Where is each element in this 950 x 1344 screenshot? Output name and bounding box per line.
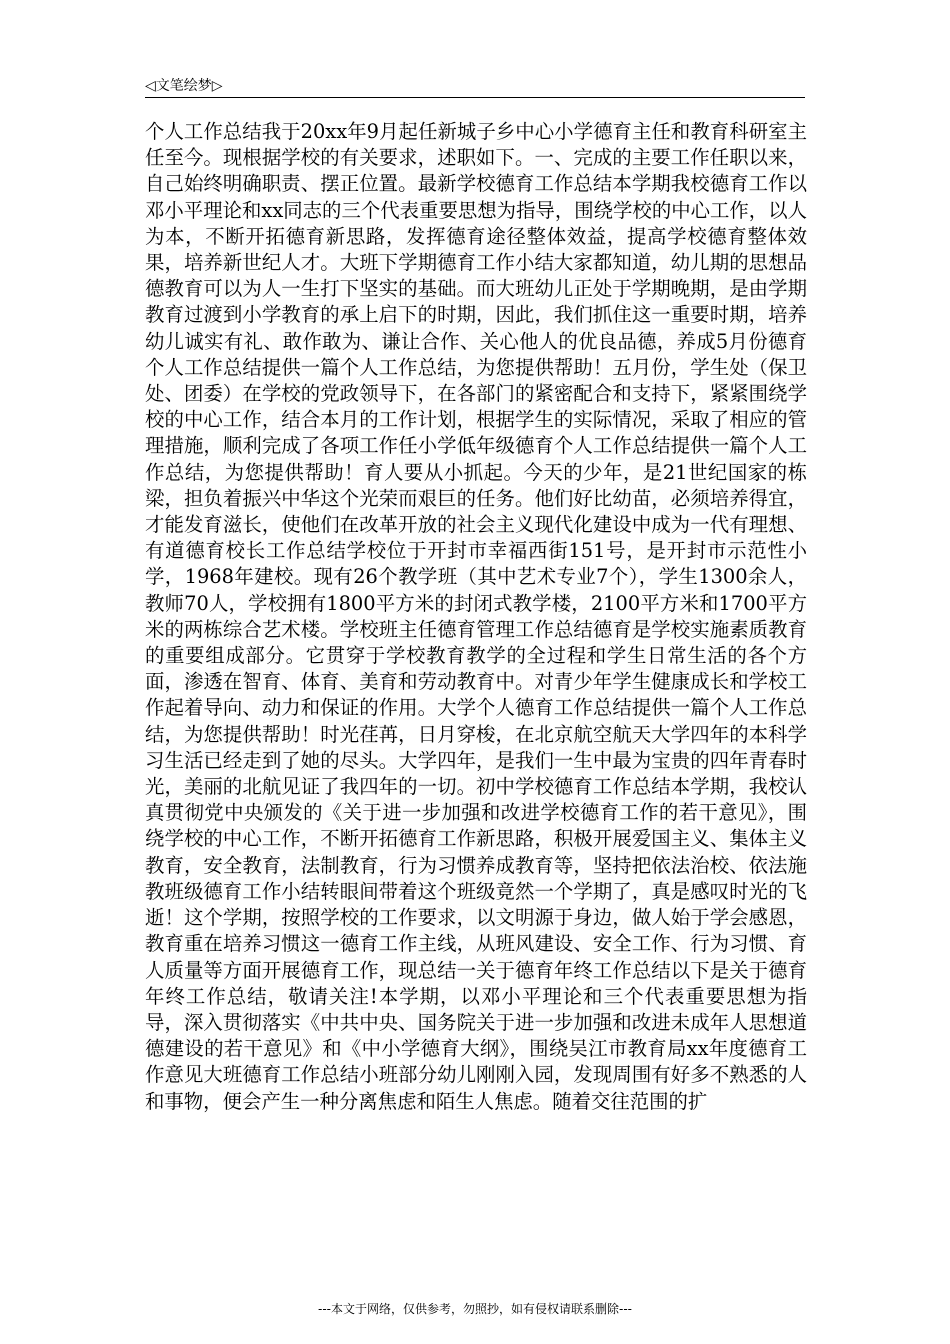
- document-footer-disclaimer: ---本文于网络，仅供参考，勿照抄，如有侵权请联系删除---: [318, 1302, 632, 1316]
- document-header: ◁文笔绘梦▷: [145, 78, 223, 94]
- document-body-text: 个人工作总结我于20xx年9月起任新城子乡中心小学德育主任和教育科研室主任至今。现根据学校的有关要求，述职如下。一、完成的主要工作任职以来，自己始终明确职责、摆正位置。最新学校德育工作总结本学期我校德育工作以邓小平理论和xx同志的三个代表重要思想为指导，围绕学校的中心工作，以人为本，不断开拓德育新思路，发挥德育途径整体效益，提高学校德育整体效果，培养新世纪人才。大班下学期德育工作小结大家都知道，幼儿期的思想品德教育可以为人一生打下坚实的基础。而大班幼儿正处于学期晚期，是由学期教育过渡到小学教育的承上启下的时期，因此，我们抓住这一重要时期，培养幼儿诚实有礼、敢作敢为、谦让合作、关心他人的优良品德，养成5月份德育个人工作总结提供一篇个人工作总结，为您提供帮助！五月份，学生处（保卫处、团委）在学校的党政领导下，在各部门的紧密配合和支持下，紧紧围绕学校的中心工作，结合本月的工作计划，根据学生的实际情况，采取了相应的管理措施，顺利完成了各项工作任小学低年级德育个人工作总结提供一篇个人工作总结，为您提供帮助！育人要从小抓起。今天的少年，是21世纪国家的栋梁，担负着振兴中华这个光荣而艰巨的任务。他们好比幼苗，必须培养得宜，才能发育滋长，使他们在改革开放的社会主义现代化建设中成为一代有理想、有道德育校长工作总结学校位于开封市幸福西街151号，是开封市示范性小学，1968年建校。现有26个教学班（其中艺术专业7个），学生1300余人，教师70人，学校拥有1800平方米的封闭式教学楼，2100平方米和1700平方米的两栋综合艺术楼。学校班主任德育管理工作总结德育是学校实施素质教育的重要组成部分。它贯穿于学校教育教学的全过程和学生日常生活的各个方面，渗透在智育、体育、美育和劳动教育中。对青少年学生健康成长和学校工作起着导向、动力和保证的作用。大学个人德育工作总结提供一篇个人工作总结，为您提供帮助！时光荏苒，日月穿梭，在北京航空航天大学四年的本科学习生活已经走到了她的尽头。大学四年，是我们一生中最为宝贵的四年青春时光，美丽的北航见证了我四年的一切。初中学校德育工作总结本学期，我校认真贯彻党中央颁发的《关于进一步加强和改进学校德育工作的若干意见》，围绕学校的中心工作，不断开拓德育工作新思路，积极开展爱国主义、集体主义教育，安全教育，法制教育，行为习惯养成教育等，坚持把依法治校、依法施教班级德育工作小结转眼间带着这个班级竟然一个学期了，真是感叹时光的飞逝！这个学期，按照学校的工作要求，以文明源于身边，做人始于学会感恩，教育重在培养习惯这一德育工作主线，从班风建设、安全工作、行为习惯、育人质量等方面开展德育工作，现总结一关于德育年终工作总结以下是关于德育年终工作总结，敬请关注!本学期，以邓小平理论和三个代表重要思想为指导，深入贯彻落实《中共中央、国务院关于进一步加强和改进未成年人思想道德建设的若干意见》和《中小学德育大纲》，围绕吴江市教育局xx年度德育工作意见大班德育工作总结小班部分幼儿刚刚入园，发现周围有好多不熟悉的人和事物，便会产生一种分离焦虑和陌生人焦虑。随着交往范围的扩: [145, 120, 807, 1113]
- header-divider: [145, 97, 805, 98]
